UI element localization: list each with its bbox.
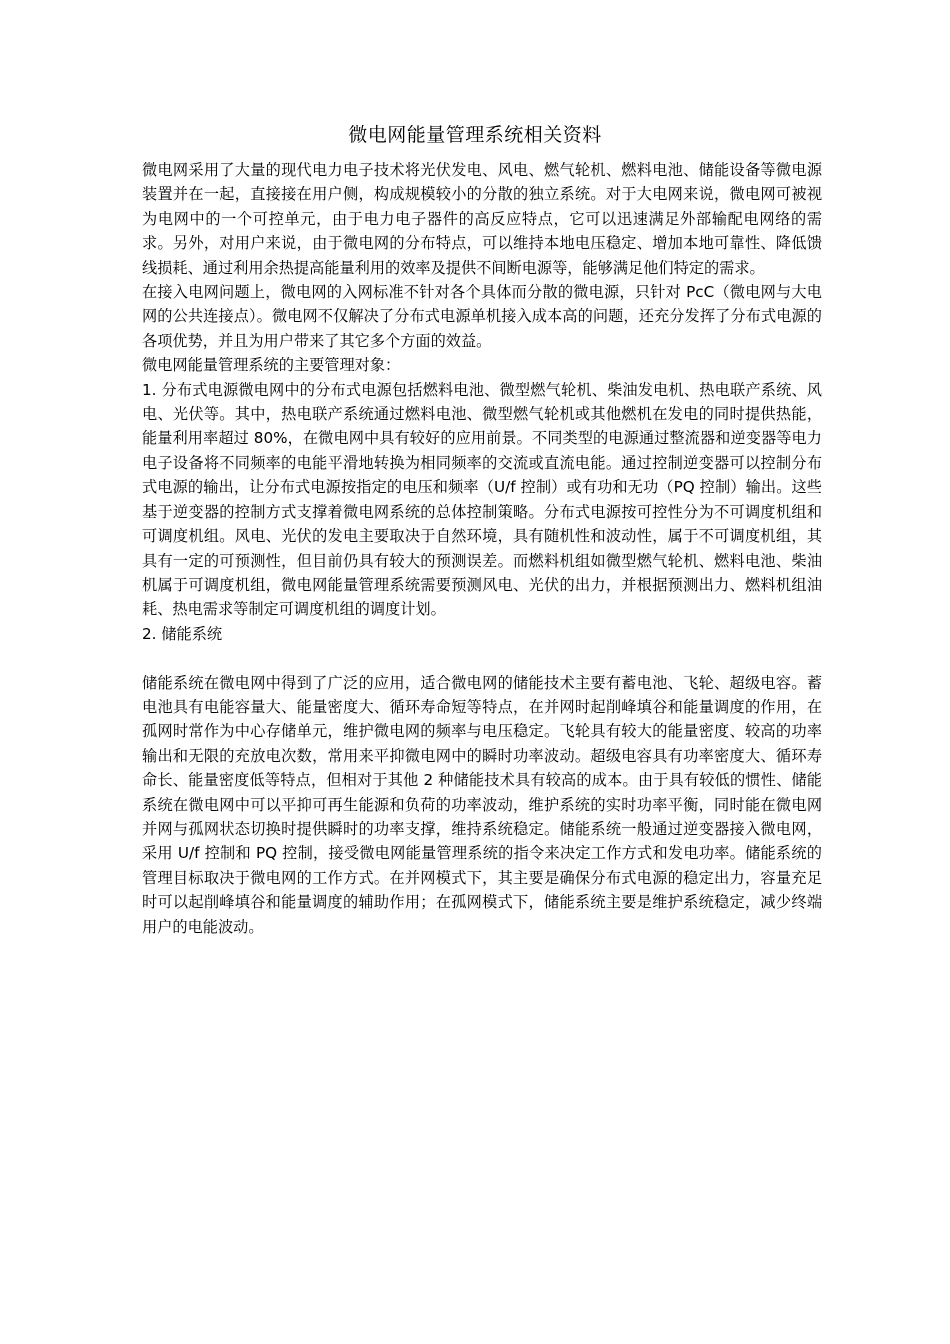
paragraph-grid-access: 在接入电网问题上，微电网的入网标准不针对各个具体而分散的微电源，只针对 PcC（微电网与大电网的公共连接点）。微电网不仅解决了分布式电源单机接入成本高的问题，还充分发挥了分布式电源的各项优势，并且为用户带来了其它多个方面的效益。 xyxy=(142,283,822,350)
document-title: 微电网能量管理系统相关资料 xyxy=(348,124,602,146)
paragraph-distributed-sources: 1. 分布式电源微电网中的分布式电源包括燃料电池、微型燃气轮机、柴油发电机、热电联产系统、风电、光伏等。其中，热电联产系统通过燃料电池、微型燃气轮机或其他燃机在发电的同时提供热能，能量利用率超过 80%，在微电网中具有较好的应用前景。不同类型的电源通过整流器和逆变器等电力电子设备将不同频率的电能平滑地转换为相同频率的交流或直流电能。通过控制逆变器可以控制分布式电源的输出，让分布式电源按指定的电压和频率（U/f 控制）或有功和无功（PQ 控制）输出。这些基于逆变器的控制方式支撑着微电网系统的总体控制策略。分布式电源按可控性分为不可调度机组和可调度机组。风电、光伏的发电主要取决于自然环境，具有随机性和波动性，属于不可调度机组，其具有一定的可预测性，但目前仍具有较大的预测误差。而燃料机组如微型燃气轮机、燃料电池、柴油机属于可调度机组，微电网能量管理系统需要预测风电、光伏的出力，并根据预测出力、燃料机组油耗、热电需求等制定可调度机组的调度计划。 xyxy=(142,380,822,619)
paragraph-management-objects: 微电网能量管理系统的主要管理对象： xyxy=(142,356,401,375)
paragraph-intro: 微电网采用了大量的现代电力电子技术将光伏发电、风电、燃气轮机、燃料电池、储能设备等微电源装置并在一起，直接接在用户侧，构成规模较小的分散的独立系统。对于大电网来说，微电网可被视为电网中的一个可控单元，由于电力电子器件的高反应特点，它可以迅速满足外部输配电网络的需求。另外，对用户来说，由于微电网的分布特点，可以维持本地电压稳定、增加本地可靠性、降低馈线损耗、通过利用余热提高能量利用的效率及提供不间断电源等，能够满足他们特定的需求。 xyxy=(142,161,822,277)
paragraph-storage-system: 储能系统在微电网中得到了广泛的应用，适合微电网的储能技术主要有蓄电池、飞轮、超级电容。蓄电池具有电能容量大、能量密度大、循环寿命短等特点，在并网时起削峰填谷和能量调度的作用，在孤网时常作为中心存储单元，维护微电网的频率与电压稳定。飞轮具有较大的能量密度、较高的功率输出和无限的充放电次数，常用来平抑微电网中的瞬时功率波动。超级电容具有功率密度大、循环寿命长、能量密度低等特点，但相对于其他 2 种储能技术具有较高的成本。由于具有较低的惯性、储能系统在微电网中可以平抑可再生能源和负荷的功率波动，维护系统的实时功率平衡，同时能在微电网并网与孤网状态切换时提供瞬时的功率支撑，维持系统稳定。储能系统一般通过逆变器接入微电网，采用 U/f 控制和 PQ 控制，接受微电网能量管理系统的指令来决定工作方式和发电功率。储能系统的管理目标取决于微电网的工作方式。在并网模式下，其主要是确保分布式电源的稳定出力，容量充足时可以起削峰填谷和能量调度的辅助作用；在孤网模式下，储能系统主要是维护系统稳定，减少终端用户的电能波动。 xyxy=(142,673,822,936)
document-body xyxy=(142,158,822,939)
paragraph-storage-heading: 2. 储能系统 xyxy=(142,624,223,643)
blank-line xyxy=(142,646,822,670)
